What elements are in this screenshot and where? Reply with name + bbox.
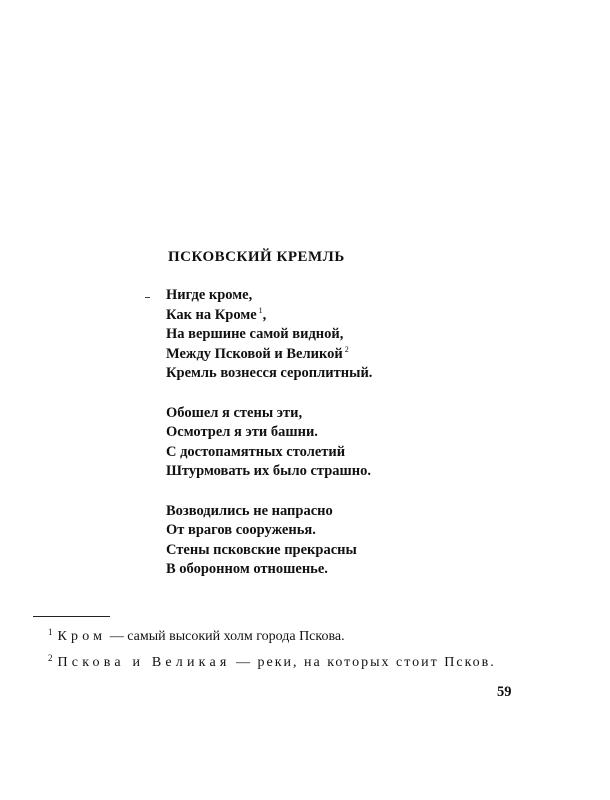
poem-line: Стены псковские прекрасны <box>166 541 357 558</box>
poem-body <box>166 286 372 580</box>
poem-line: Нигде кроме, <box>166 287 253 303</box>
footnotes <box>48 624 528 676</box>
stanza-1 <box>166 286 372 384</box>
poem-line: От врагов сооруженья. <box>166 522 316 539</box>
stray-mark <box>145 297 150 298</box>
poem-line: С достопамятных столетий <box>166 443 346 460</box>
poem-title: ПСКОВСКИЙ КРЕМЛЬ <box>168 249 345 265</box>
footnote-term: Пскова и Великая <box>57 655 231 670</box>
footnote-marker: 1 <box>48 627 53 637</box>
stanza-3 <box>166 502 372 580</box>
poem-line: Между Псковой и Великой $^2$ <box>166 344 349 362</box>
poem-line: Осмотрел я эти башни. <box>166 424 318 441</box>
poem-line: Штурмовать их было страшно. <box>166 463 371 480</box>
footnote-1 <box>48 624 528 650</box>
footnote-divider <box>33 616 110 617</box>
footnote-text: — реки, на которых стоит Псков. <box>230 655 496 670</box>
footnote-term: Кром <box>57 629 107 644</box>
poem-line: Обошел я стены эти, <box>166 404 303 421</box>
poem-line: В оборонном отношенье. <box>166 561 328 578</box>
page-number: 59 <box>497 684 512 700</box>
footnote-ref-2[interactable]: 2 <box>344 344 349 354</box>
footnote-marker: 2 <box>48 653 53 663</box>
poem-line: Возводились не напрасно <box>166 502 333 519</box>
poem-line: Как на Кроме $^1$, <box>166 305 267 323</box>
footnote-ref-1[interactable]: 1 <box>258 305 263 315</box>
stanza-2 <box>166 404 372 482</box>
poem-line: На вершине самой видной, <box>166 326 344 343</box>
poem-line: Кремль вознесся сероплитный. <box>166 365 373 382</box>
footnote-2 <box>48 650 528 676</box>
footnote-text: — самый высокий холм города Пскова. <box>106 629 345 644</box>
